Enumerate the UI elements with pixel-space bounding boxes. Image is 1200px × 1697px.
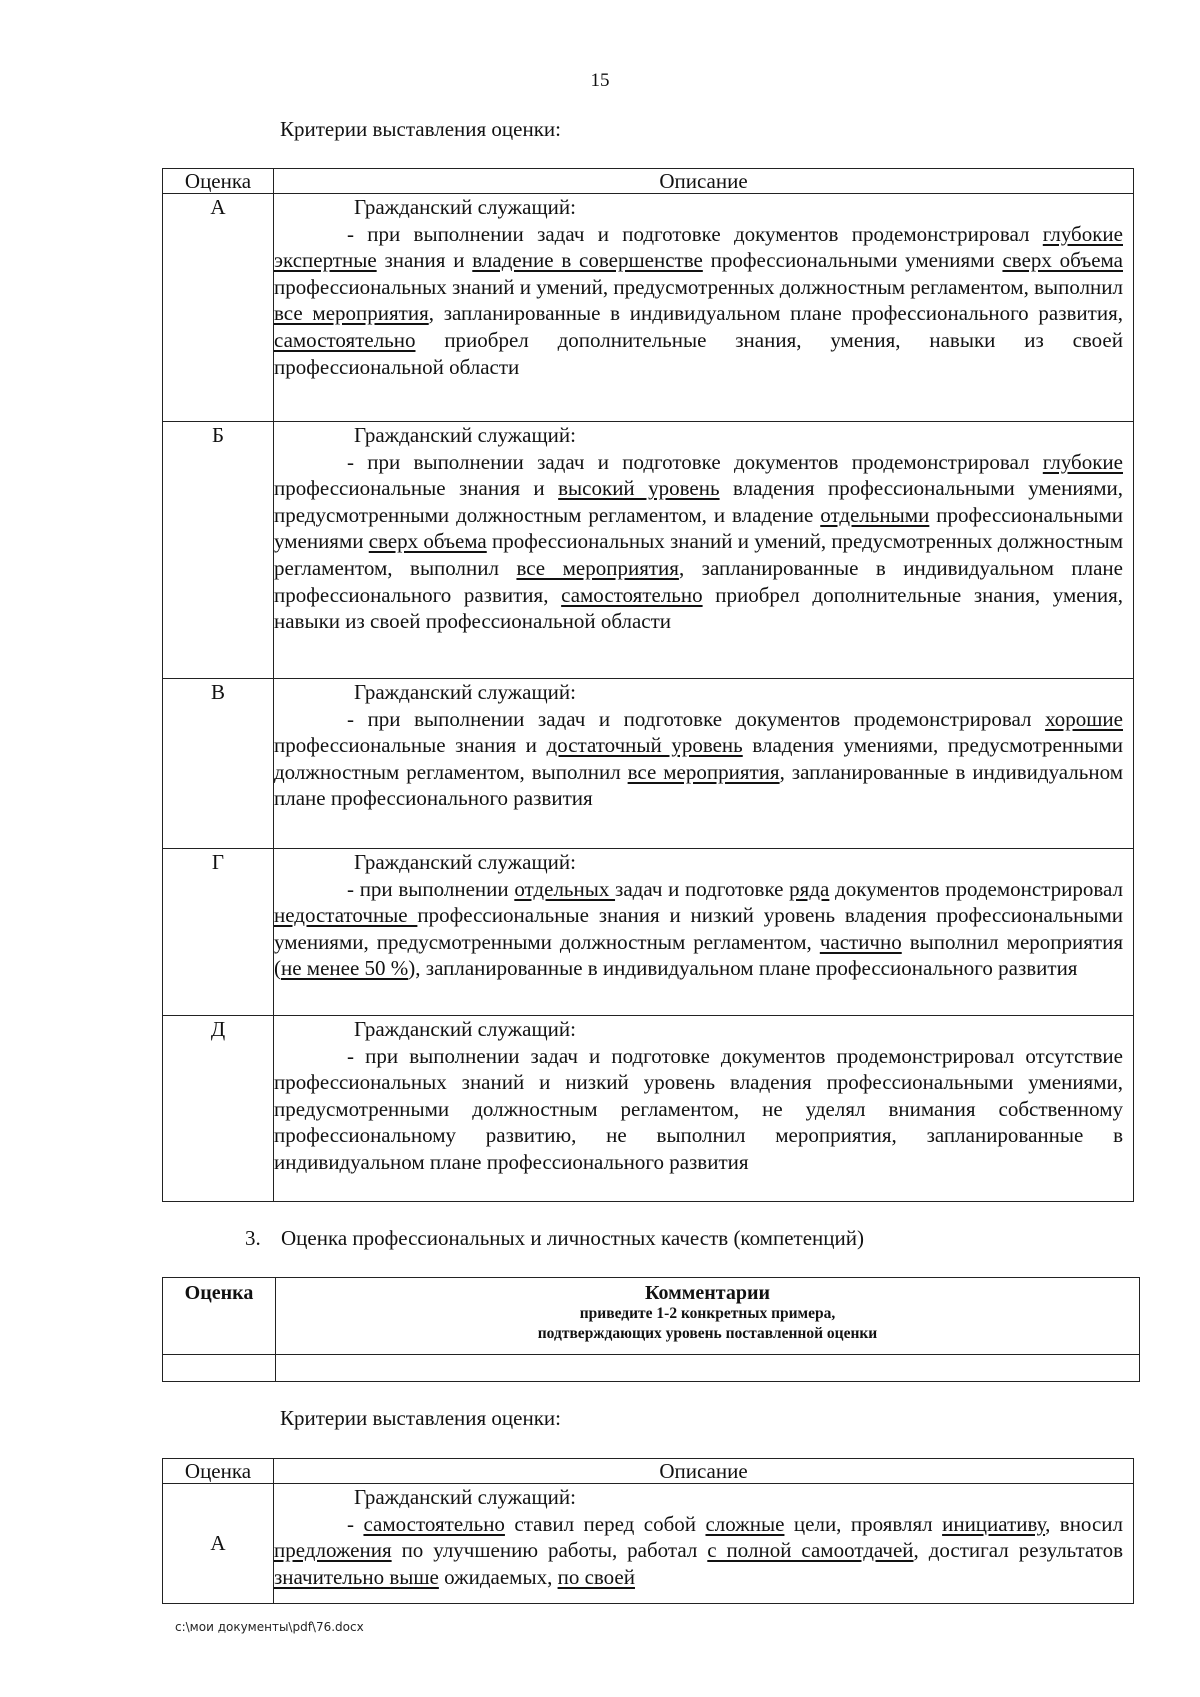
text-segment: , запланированные в индивидуальном плане профессионального развития, <box>428 301 1123 326</box>
underlined-phrase: все мероприятия <box>627 759 780 784</box>
underlined-phrase: достаточный уровень <box>546 733 743 758</box>
underlined-phrase: высокий уровень <box>558 476 720 501</box>
underlined-phrase: частично <box>819 929 902 954</box>
criteria-row <box>163 1016 1134 1202</box>
section-3-heading <box>245 1226 864 1251</box>
text-segment: по улучшению работы, работал <box>391 1538 708 1563</box>
underlined-phrase: все мероприятия <box>516 555 679 580</box>
description-intro: Гражданский служащий: <box>354 680 576 704</box>
text-segment: , достигал результатов <box>913 1538 1123 1563</box>
underlined-phrase: предложения <box>274 1538 392 1563</box>
underlined-phrase: сверх объема <box>368 529 487 554</box>
grade-letter: Г <box>163 849 274 1016</box>
grade-letter: Б <box>163 422 274 679</box>
text-segment: профессиональные знания и низкий уровень владения профессиональными умениями, предусмотренными должностным регламентом, <box>274 903 1123 954</box>
underlined-phrase: глубокие экспертные <box>274 221 1123 273</box>
grade-letter: А <box>163 194 274 422</box>
text-segment: выполнил мероприятия ( <box>274 929 1123 981</box>
header-grade: Оценка <box>163 1278 276 1355</box>
text-segment: , вносил <box>1045 1511 1123 1536</box>
underlined-phrase: владение в совершенстве <box>472 248 703 273</box>
grade-description <box>274 422 1134 679</box>
grade-letter: В <box>163 679 274 849</box>
text-segment: - при выполнении <box>347 876 515 901</box>
text-segment: приобрел дополнительные знания, умения, навыки из своей профессиональной области <box>274 327 1123 379</box>
header-comments-title: Комментарии <box>644 1282 770 1304</box>
header-comments-sub-2: подтверждающих уровень поставленной оценки <box>537 1325 878 1342</box>
text-segment: владения профессиональными умениями, предусмотренными должностным регламентом, и владение <box>274 476 1123 527</box>
criteria-row <box>163 422 1134 679</box>
underlined-phrase: самостоятельно <box>561 582 703 607</box>
underlined-phrase: сложные <box>705 1511 785 1536</box>
underlined-phrase: отдельных <box>514 876 616 901</box>
description-intro: Гражданский служащий: <box>354 1485 576 1509</box>
description-intro: Гражданский служащий: <box>354 1017 576 1041</box>
header-grade: Оценка <box>163 169 274 194</box>
competence-table <box>162 1277 1140 1382</box>
text-segment: ожидаемых, <box>438 1564 558 1589</box>
text-segment: владения умениями, предусмотренными должностным регламентом, выполнил <box>274 733 1123 784</box>
text-segment: ), запланированные в индивидуальном плане профессионального развития <box>408 956 1078 981</box>
description-body <box>274 1043 1123 1176</box>
grade-description <box>274 679 1134 849</box>
text-segment: - при выполнении задач и подготовке документов продемонстрировал <box>347 221 1043 246</box>
text-segment: документов продемонстрировал <box>829 876 1123 901</box>
description-body <box>274 449 1123 635</box>
grade-description <box>274 1484 1134 1604</box>
header-grade: Оценка <box>163 1459 274 1484</box>
criteria-rows <box>163 194 1134 1202</box>
text-segment: знания и <box>376 248 473 273</box>
criteria-rows <box>163 1484 1134 1604</box>
underlined-phrase: самостоятельно <box>274 327 416 352</box>
criteria-row <box>163 679 1134 849</box>
text-segment: цели, проявлял <box>784 1511 943 1536</box>
header-comments-sub-1: приведите 1-2 конкретных примера, <box>579 1305 836 1322</box>
text-segment: - при выполнении задач и подготовке документов продемонстрировал <box>347 706 1046 731</box>
criteria-table-2 <box>162 1458 1134 1604</box>
grade-description <box>274 1016 1134 1202</box>
header-comments <box>276 1278 1140 1355</box>
description-body <box>274 1511 1123 1591</box>
section-title: Оценка профессиональных и личностных качеств (компетенций) <box>281 1226 864 1250</box>
description-body <box>274 706 1123 812</box>
criteria-heading-2: Критерии выставления оценки: <box>280 1406 561 1430</box>
comments-cell[interactable] <box>276 1355 1140 1382</box>
criteria-row <box>163 194 1134 422</box>
underlined-phrase: все мероприятия <box>274 301 429 326</box>
underlined-phrase: хорошие <box>1045 706 1123 731</box>
footer-file-path: c:\мои документы\pdf\76.docx <box>175 1620 364 1634</box>
text-segment: профессиональными умениями <box>274 502 1124 554</box>
underlined-phrase: инициативу <box>942 1511 1046 1536</box>
description-intro: Гражданский служащий: <box>354 423 576 447</box>
description-intro: Гражданский служащий: <box>354 850 576 874</box>
criteria-heading: Критерии выставления оценки: <box>280 117 561 141</box>
header-description: Описание <box>274 1459 1134 1484</box>
text-segment: профессиональными умениями <box>702 248 1003 273</box>
underlined-phrase: значительно выше <box>274 1564 439 1589</box>
underlined-phrase: отдельными <box>820 502 930 527</box>
criteria-row <box>163 849 1134 1016</box>
text-segment: приобрел дополнительные знания, умения, навыки из своей профессиональной области <box>274 582 1124 634</box>
page-number: 15 <box>590 70 610 91</box>
grade-description <box>274 849 1134 1016</box>
underlined-phrase: не менее 50 % <box>281 956 409 981</box>
underlined-phrase: с полной самоотдачей <box>707 1538 914 1563</box>
section-number: 3. <box>245 1226 261 1250</box>
text-segment: задач и подготовке <box>615 876 790 901</box>
grade-letter: А <box>163 1484 274 1604</box>
text-segment: - при выполнении задач и подготовке документов продемонстрировал <box>347 449 1043 474</box>
grade-letter: Д <box>163 1016 274 1202</box>
text-segment: - при выполнении задач и подготовке документов продемонстрировал отсутствие профессиональных знаний и низкий уровень владения профессиональными умениями, предусмотренными должностным регламентом, не уделял внимания собственному профессиональному развитию, не выполнил мероприятия, запланированные в индивидуальном плане профессионального развития <box>274 1043 1123 1174</box>
text-segment: профессиональных знаний и умений, предусмотренных должностным регламентом, выполнил <box>274 529 1124 580</box>
description-body <box>274 221 1123 381</box>
text-segment: , запланированные в индивидуальном плане профессионального развития <box>274 759 1123 811</box>
underlined-phrase: по своей <box>557 1564 635 1589</box>
underlined-phrase: сверх объема <box>1002 248 1123 273</box>
text-segment: , запланированные в индивидуальном плане профессионального развития, <box>274 555 1123 607</box>
grade-description <box>274 194 1134 422</box>
text-segment: - <box>347 1511 364 1536</box>
criteria-table <box>162 168 1134 1202</box>
text-segment: профессиональные знания и <box>274 733 547 758</box>
description-intro: Гражданский служащий: <box>354 195 576 219</box>
description-body <box>274 876 1123 982</box>
text-segment: ставил перед собой <box>504 1511 706 1536</box>
text-segment: профессиональные знания и <box>274 476 559 501</box>
underlined-phrase: глубокие <box>1042 449 1123 474</box>
criteria-row <box>163 1484 1134 1604</box>
text-segment: профессиональных знаний и умений, предусмотренных должностным регламентом, выполнил <box>274 274 1123 299</box>
grade-cell[interactable] <box>163 1355 276 1382</box>
header-description: Описание <box>274 169 1134 194</box>
underlined-phrase: недостаточные <box>274 903 418 928</box>
underlined-phrase: самостоятельно <box>363 1511 505 1536</box>
underlined-phrase: ряда <box>789 876 830 901</box>
